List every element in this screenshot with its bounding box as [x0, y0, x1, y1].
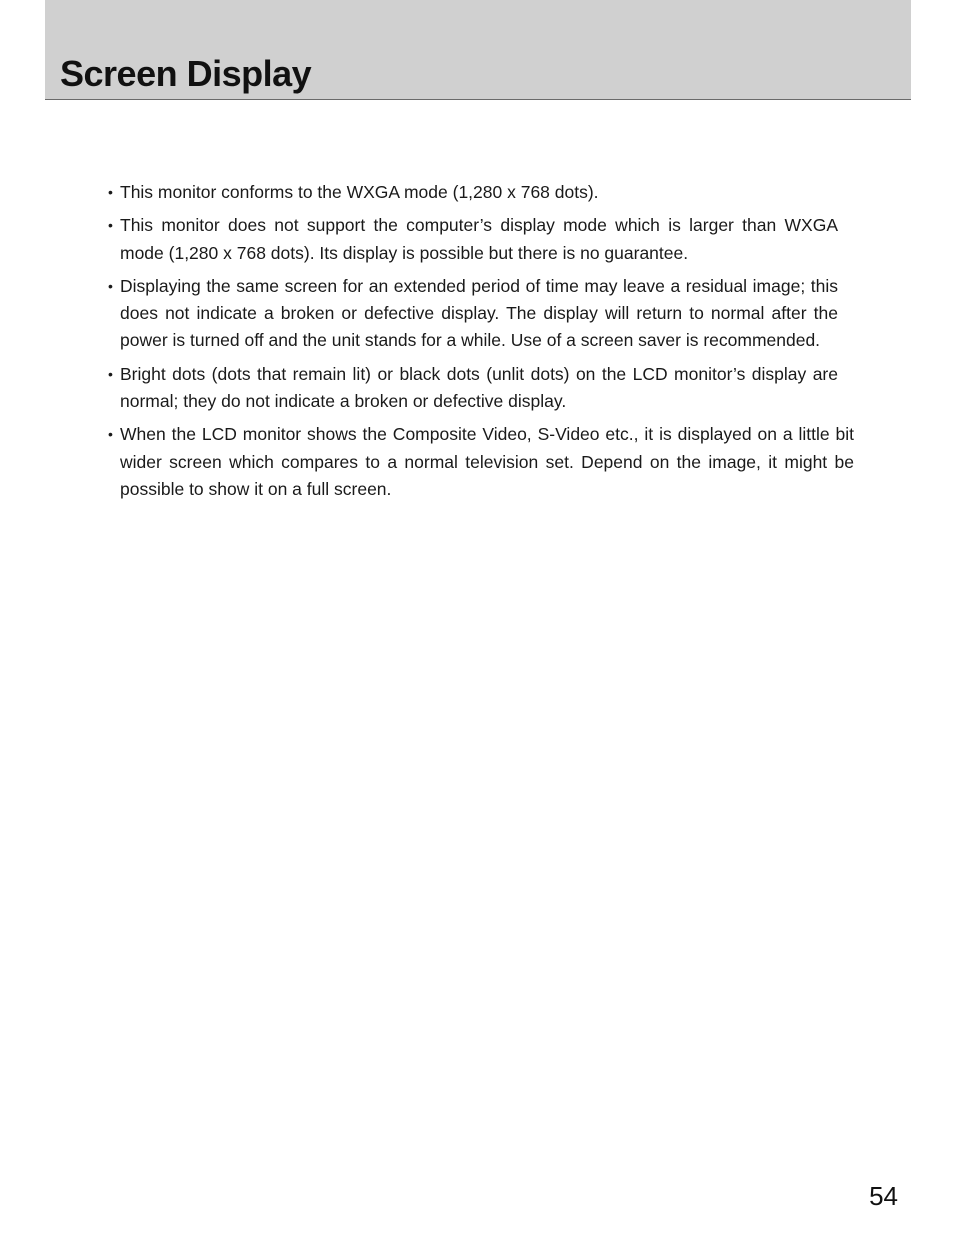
bullet-mark: • [108, 217, 113, 234]
bullet-mark: • [108, 426, 113, 443]
list-item-text: Bright dots (dots that remain lit) or black dots (unlit dots) on the LCD monitor’s display are normal; they do not indicate a broken or defective display. [120, 363, 838, 412]
list-item-text: This monitor does not support the computer’s display mode which is larger than WXGA mode (1,280 x 768 dots). Its display is possible but there is no guarantee. [120, 215, 838, 263]
list-item [108, 421, 854, 503]
page-number: 54 [869, 1181, 898, 1211]
bullet-mark: • [108, 277, 113, 294]
bullet-list [108, 179, 854, 509]
list-item-text: This monitor conforms to the WXGA mode (1,280 x 768 dots). [120, 182, 599, 202]
bullet-mark: • [108, 184, 113, 200]
list-item [108, 273, 838, 355]
bullet-mark: • [108, 365, 113, 382]
page-title: Screen Display [60, 53, 312, 94]
list-item [108, 361, 838, 416]
list-item-text: When the LCD monitor shows the Composite Video, S-Video etc., it is displayed on a little bit wider screen which compares to a normal television set. Depend on the image, it might be possible to show it on a full screen. [120, 424, 854, 499]
list-item [108, 212, 838, 267]
list-item-text: Displaying the same screen for an extended period of time may leave a residual image; this does not indicate a broken or defective display. The display will return to normal after the power is turned off and the unit stands for a while. Use of a screen saver is recommended. [120, 275, 838, 351]
list-item [108, 179, 838, 206]
